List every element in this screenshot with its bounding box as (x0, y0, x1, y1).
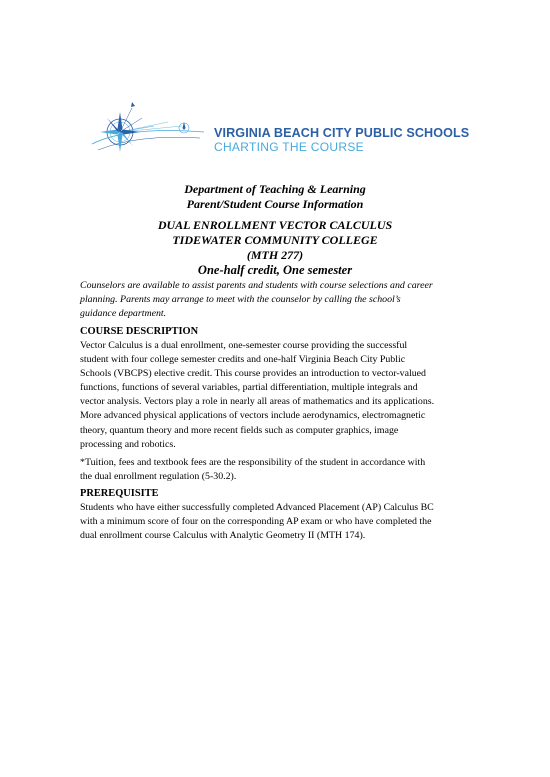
description-line: Schools (VBCPS) elective credit. This course provides an introduction to vector-valued (80, 368, 426, 380)
description-line: theory, quantum theory and more recent fields such as computer graphics, image (80, 424, 399, 436)
description-line: processing and robotics. (80, 438, 176, 450)
prerequisite-line: dual enrollment course Calculus with Analytic Geometry II (MTH 174). (80, 530, 366, 542)
prerequisite-body (80, 501, 480, 543)
logo-title: VIRGINIA BEACH CITY PUBLIC SCHOOLS (214, 126, 470, 140)
tuition-note (80, 456, 480, 484)
description-line: functions, functions of several variables, partial differentiation, multiple integrals and (80, 382, 418, 394)
department-heading (0, 182, 550, 212)
description-line: student with four college semester credits and one-half Virginia Beach City Public (80, 354, 406, 366)
counselors-note (80, 279, 480, 321)
course-code: (MTH 277) (246, 248, 304, 262)
vbcps-logo (88, 96, 468, 166)
description-line: More advanced physical applications of vectors include aerodynamics, electromagnetic (80, 410, 426, 422)
description-line: Vector Calculus is a dual enrollment, one-semester course providing the successful (80, 340, 408, 351)
course-title: DUAL ENROLLMENT VECTOR CALCULUS (157, 218, 393, 232)
course-heading (0, 218, 550, 278)
counselors-line: guidance department. (80, 308, 167, 320)
counselors-line: planning. Parents may arrange to meet with the counselor by calling the school’s (80, 294, 401, 306)
counselors-line: Counselors are available to assist parents and students with course selections and career (80, 280, 433, 291)
course-college: TIDEWATER COMMUNITY COLLEGE (172, 233, 378, 247)
description-line: vector analysis. Vectors play a role in nearly all areas of mathematics and its applications. (80, 396, 435, 408)
logo-tagline: CHARTING THE COURSE (214, 140, 364, 154)
department-name: Department of Teaching & Learning (184, 182, 366, 196)
course-description-heading: COURSE DESCRIPTION (80, 326, 199, 337)
prerequisite-line: Students who have either successfully completed Advanced Placement (AP) Calculus BC (80, 502, 434, 513)
course-credit: One-half credit, One semester (197, 263, 353, 277)
document-subtitle: Parent/Student Course Information (186, 197, 364, 211)
tuition-line: *Tuition, fees and textbook fees are the responsibility of the student in accordance with (80, 457, 426, 468)
prerequisite-line: with a minimum score of four on the corresponding AP exam or who have completed the (80, 516, 432, 528)
logo-wordmark (214, 126, 469, 154)
compass-rose-icon (88, 96, 208, 166)
tuition-line: the dual enrollment regulation (5-30.2). (80, 471, 237, 483)
course-description-body (80, 339, 480, 452)
prerequisite-heading: PREREQUISITE (80, 488, 159, 499)
